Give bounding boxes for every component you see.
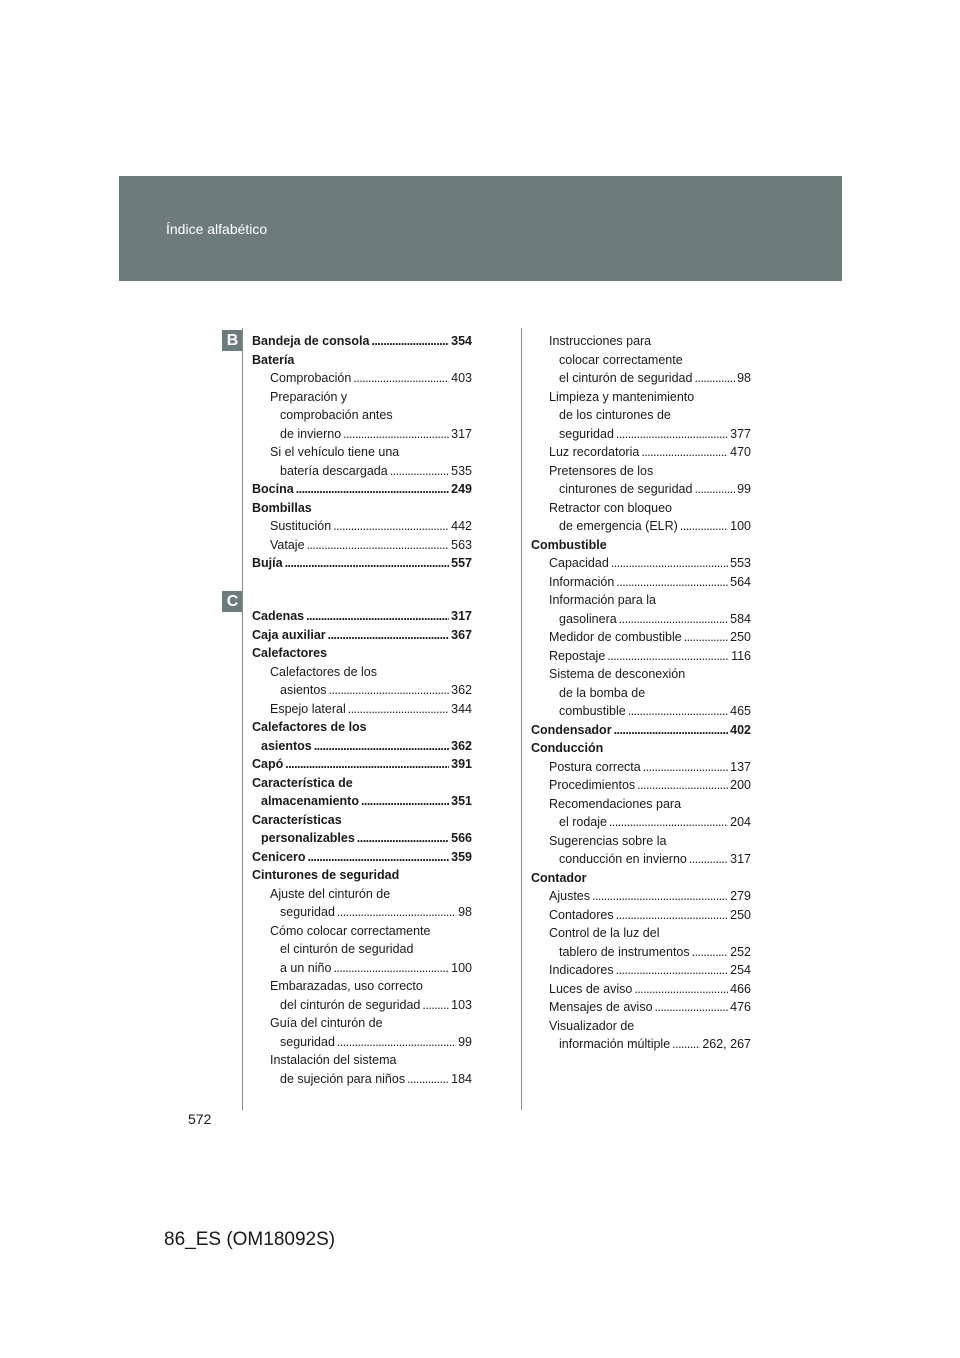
index-heading: Conducción	[531, 741, 604, 755]
index-entry: información múltiple . . . 262, 267	[531, 1035, 751, 1054]
index-line: Preparación y	[270, 389, 348, 404]
index-entry: Indicadores . . . 254	[531, 961, 751, 980]
index-entry: Luz recordatoria . . . 470	[531, 443, 751, 462]
index-line: comprobación antes	[280, 408, 393, 422]
index-heading: Cinturones de seguridad	[252, 868, 400, 882]
index-entry: Bujía . . . 557	[252, 554, 472, 573]
index-entry: Procedimientos . . . 200	[531, 776, 751, 795]
index-entry: el cinturón de seguridad . . . 98	[531, 369, 751, 388]
index-entry: Repostaje . . . 116	[531, 647, 751, 666]
index-entry: batería descargada . . . 535	[252, 462, 472, 481]
index-line: Control de la luz del	[549, 926, 660, 940]
letter-tab-b: B	[222, 330, 243, 351]
left-column-divider	[242, 328, 243, 1110]
index-entry: personalizables . . . 566	[252, 829, 472, 848]
index-line: Sugerencias sobre la	[549, 833, 667, 848]
index-entry: Condensador . . . 402	[531, 721, 751, 740]
index-line: Ajuste del cinturón de	[270, 886, 391, 901]
index-entry: Bandeja de consola . . . 354	[252, 332, 472, 351]
index-line: colocar correctamente	[559, 352, 683, 367]
index-entry: el rodaje . . . 204	[531, 813, 751, 832]
index-entry: Espejo lateral . . . 344	[252, 700, 472, 719]
index-entry: conducción en invierno . . . 317	[531, 850, 751, 869]
index-heading: Bombillas	[252, 500, 312, 515]
index-line: Instalación del sistema	[270, 1053, 397, 1067]
index-line: Recomendaciones para	[549, 796, 682, 811]
index-entry: seguridad . . . 98	[252, 903, 472, 922]
index-entry: almacenamiento . . . 351	[252, 792, 472, 811]
index-heading: Calefactores de los	[252, 720, 367, 734]
index-line: Instrucciones para	[549, 334, 652, 348]
index-line: Calefactores de los	[270, 664, 378, 679]
document-code: 86_ES (OM18092S)	[164, 1229, 336, 1250]
index-entry: Vataje . . . 563	[252, 536, 472, 555]
index-line: Cómo colocar correctamente	[270, 923, 431, 938]
index-line: Retractor con bloqueo	[549, 500, 672, 515]
index-heading: Contador	[531, 870, 587, 885]
index-line: Limpieza y mantenimiento	[549, 389, 695, 404]
index-entry: Mensajes de aviso . . . 476	[531, 998, 751, 1017]
index-entry: Contadores . . . 250	[531, 906, 751, 925]
index-entry: Medidor de combustible . . . 250	[531, 628, 751, 647]
index-entry: Cadenas . . . 317	[252, 607, 472, 626]
index-entry: de invierno . . . 317	[252, 425, 472, 444]
index-entry: combustible . . . 465	[531, 702, 751, 721]
index-heading: Combustible	[531, 537, 607, 552]
index-entry: gasolinera . . . 584	[531, 610, 751, 629]
index-line: de la bomba de	[559, 685, 646, 700]
index-entry: seguridad . . . 377	[531, 425, 751, 444]
index-line: Si el vehículo tiene una	[270, 445, 400, 459]
index-column-right	[531, 332, 751, 1054]
index-heading: Calefactores	[252, 646, 328, 660]
index-heading: Característica de	[252, 775, 353, 790]
section-title: Índice alfabético	[166, 221, 268, 237]
index-line: Visualizador de	[549, 1018, 635, 1033]
letter-tab-c: C	[222, 591, 243, 612]
index-entry: cinturones de seguridad . . . 99	[531, 480, 751, 499]
index-entry: de emergencia (ELR) . . . 100	[531, 517, 751, 536]
center-column-divider	[521, 328, 522, 1110]
index-line: el cinturón de seguridad	[280, 942, 414, 956]
index-line: Información para la	[549, 593, 657, 607]
index-heading: Batería	[252, 352, 295, 367]
index-entry: Postura correcta . . . 137	[531, 758, 751, 777]
index-entry: seguridad . . . 99	[252, 1033, 472, 1052]
index-entry: tablero de instrumentos . . . 252	[531, 943, 751, 962]
index-line: Guía del cinturón de	[270, 1016, 383, 1030]
index-line: Pretensores de los	[549, 463, 654, 478]
index-column-left	[252, 332, 472, 1088]
index-entry: a un niño . . . 100	[252, 959, 472, 978]
index-line: Sistema de desconexión	[549, 667, 686, 681]
index-entry: Caja auxiliar . . . 367	[252, 626, 472, 645]
index-entry: Capó . . . 391	[252, 755, 472, 774]
index-entry: Cenicero . . . 359	[252, 848, 472, 867]
index-entry: Información . . . 564	[531, 573, 751, 592]
header-bar	[119, 176, 842, 281]
index-entry: del cinturón de seguridad . . . 103	[252, 996, 472, 1015]
index-line: Embarazadas, uso correcto	[270, 979, 423, 993]
index-entry: Comprobación . . . 403	[252, 369, 472, 388]
index-entry: Bocina . . . 249	[252, 480, 472, 499]
index-heading: Características	[252, 812, 342, 827]
index-entry: Sustitución . . . 442	[252, 517, 472, 536]
index-entry: Luces de aviso . . . 466	[531, 980, 751, 999]
index-entry: asientos . . . 362	[252, 737, 472, 756]
index-entry: asientos . . . 362	[252, 681, 472, 700]
index-entry: Ajustes . . . 279	[531, 887, 751, 906]
index-entry: de sujeción para niños . . . 184	[252, 1070, 472, 1089]
index-line: de los cinturones de	[559, 408, 671, 422]
index-entry: Capacidad . . . 553	[531, 554, 751, 573]
page-number: 572	[188, 1111, 212, 1127]
